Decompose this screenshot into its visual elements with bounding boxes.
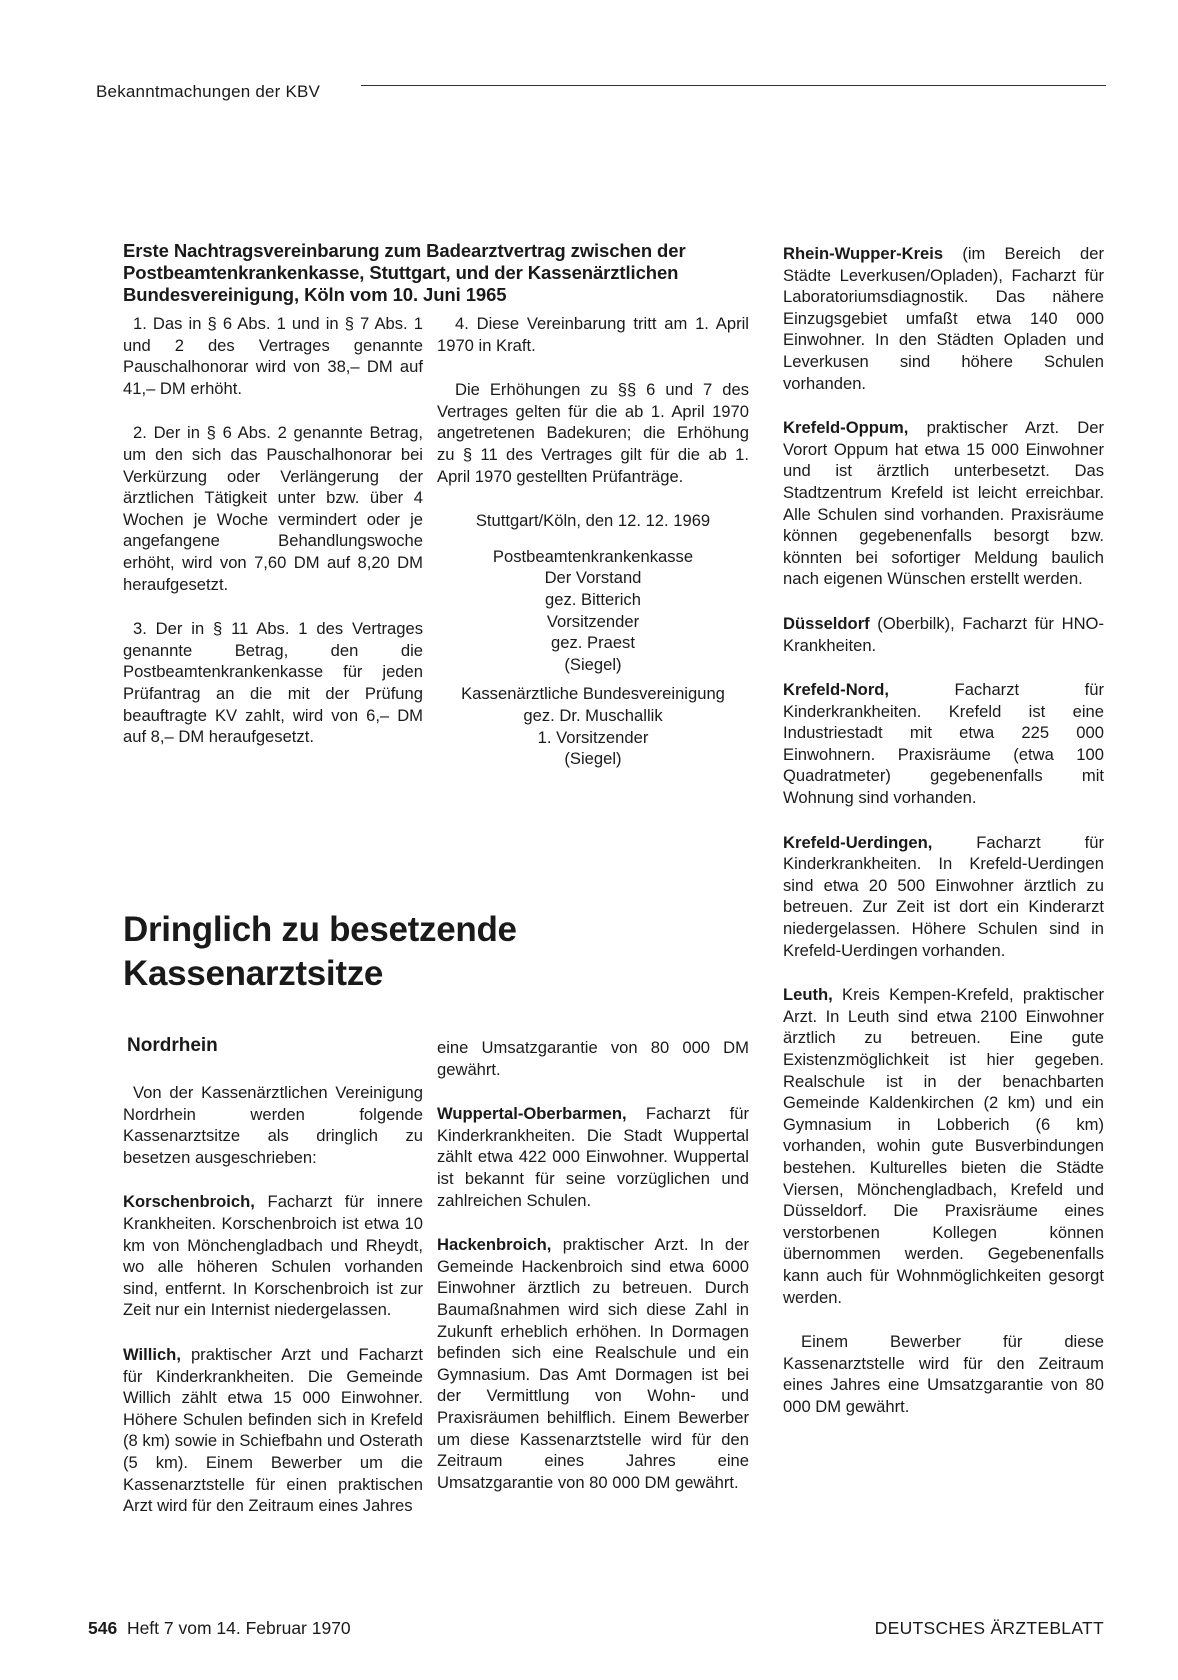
agreement-para-2: 2. Der in § 6 Abs. 2 genannte Betrag, um den sich das Pauschalhonorar bei Verkürzung oder Verlängerung der ärztlichen Tätigkeit unter bzw. über 4 Wochen je Woche vermindert oder je angefangene Behandlungswoche erhöht, wird von 7,60 DM auf 8,20 DM heraufgesetzt. (123, 423, 423, 594)
page-footer (88, 1618, 1104, 1644)
sig2-line: Kassenärztliche Bundesvereinigung (461, 684, 725, 704)
listing-krefeld-nord: Krefeld-Nord, Facharzt für Kinderkrankheiten. Krefeld ist eine Industriestadt mit etwa 225 000 Einwohnern. Praxisräume (etwa 100 Quadratmeter) gegebenenfalls mit Wohnung sind vorhanden. (783, 680, 1104, 808)
sig2-line: gez. Dr. Muschallik (523, 705, 663, 725)
sig2-line: (Siegel) (564, 749, 622, 769)
agreement-para-4: 4. Diese Vereinbarung tritt am 1. April 1970 in Kraft. (437, 314, 749, 355)
listing-column-1 (123, 1082, 423, 1540)
page-number: 546 (88, 1618, 118, 1638)
listing-leuth: Leuth, Kreis Kempen-Krefeld, praktischer Arzt. In Leuth sind etwa 2100 Einwohner ärztlich zu betreuen. Eine gute Existenzmöglichkeit ist hier gegeben. Realschule ist in der benachbarten Gemeinde Kaldenkirchen (2 km) und ein Gymnasium in Lobberich (6 km) vorhanden, wohin gute Busverbindungen bestehen. Kulturelles bieten die Städte Viersen, Mönchengladbach, Krefeld und Düsseldorf. Die Praxisräume eines verstorbenen Kollegen können übernommen werden. Gegebenenfalls kann auch für Wohnmöglichkeiten gesorgt werden. (783, 985, 1104, 1307)
agreement-column-1 (123, 313, 423, 771)
footer-left (88, 1618, 351, 1639)
listing-rhein-wupper-kreis: Rhein-Wupper-Kreis (im Bereich der Städte Leverkusen/Opladen), Facharzt für Laboratoriumsdiagnostik. Das nähere Einzugsgebiet umfaßt etwa 140 000 Einwohner. In den Städten Opladen und Leverkusen sind höhere Schulen vorhanden. (783, 244, 1104, 393)
listing-willich-continued: eine Umsatzgarantie von 80 000 DM gewährt. (437, 1038, 749, 1079)
listing-korschenbroich: Korschenbroich, Facharzt für innere Krankheiten. Korschenbroich ist etwa 10 km von Mönchengladbach und Rheydt, wo alle höheren Schulen vorhanden sind, entfernt. In Korschenbroich ist zur Zeit nur ein Internist niedergelassen. (123, 1192, 423, 1320)
agreement-para-1: 1. Das in § 6 Abs. 1 und in § 7 Abs. 1 und 2 des Vertrages genannte Pauschalhonorar wird von 38,– DM auf 41,– DM erhöht. (123, 314, 423, 398)
signature-block (437, 510, 749, 770)
sig1-line: Vorsitzender (546, 611, 640, 631)
sig1-line: gez. Bitterich (545, 589, 641, 609)
section-heading-line-2: Kassenarztsitze (123, 954, 384, 993)
agreement-para-3: 3. Der in § 11 Abs. 1 des Vertrages genannte Betrag, den die Postbeamtenkrankenkasse für jeden Prüfantrag an die mit der Prüfung beauftragte KV zahlt, wird von 6,– DM auf 8,– DM heraufgesetzt. (123, 619, 423, 747)
agreement-para-5: Die Erhöhungen zu §§ 6 und 7 des Vertrages gelten für die ab 1. April 1970 angetretenen Badekuren; die Erhöhung zu § 11 des Vertrages gilt für die ab 1. April 1970 gestellten Prüfanträge. (437, 380, 749, 486)
region-subheading: Nordrhein (127, 1035, 218, 1056)
journal-name: DEUTSCHES ÄRZTEBLATT (874, 1618, 1104, 1638)
listing-hackenbroich: Hackenbroich, praktischer Arzt. In der Gemeinde Hackenbroich sind etwa 6000 Einwohner ärztlich zu betreuen. Durch Baumaßnahmen wird sich diese Zahl in Zukunft erheblich erhöhen. In Dormagen befinden sich eine Realschule und ein Gymnasium. Das Amt Dormagen ist bei der Vermittlung von Wohn- und Praxisräumen behilflich. Einem Bewerber um diese Kassenarztstelle wird für den Zeitraum eines Jahres eine Umsatzgarantie von 80 000 DM gewährt. (437, 1235, 749, 1492)
header-rule (361, 85, 1106, 86)
sig1-line: Der Vorstand (544, 568, 642, 588)
listing-krefeld-oppum: Krefeld-Oppum, praktischer Arzt. Der Vorort Oppum hat etwa 15 000 Einwohner und ist ärztlich unterbesetzt. Das Stadtzentrum Krefeld ist leicht erreichbar. Alle Schulen sind vorhanden. Praxisräume können gegebenenfalls besorgt bzw. könnten bei sofortiger Meldung baulich nach eigenen Wünschen erstellt werden. (783, 418, 1104, 589)
running-header (96, 82, 1106, 112)
place-date: Stuttgart/Köln, den 12. 12. 1969 (475, 511, 711, 531)
listing-willich: Willich, praktischer Arzt und Facharzt für Kinderkrankheiten. Die Gemeinde Willich zählt etwa 15 000 Einwohner. Höhere Schulen befinden sich in Krefeld (8 km) sowie in Schiefbahn und Osterath (5 km). Einem Bewerber um die Kassenarztstelle für einen praktischen Arzt wird für den Zeitraum eines Jahres (123, 1344, 423, 1516)
sig2-line: 1. Vorsitzender (537, 727, 649, 747)
agreement-column-2 (437, 313, 749, 770)
sig1-line: Postbeamtenkrankenkasse (492, 546, 694, 566)
closing-paragraph: Einem Bewerber für diese Kassenarztstelle wird für den Zeitraum eines Jahres eine Umsatzgarantie von 80 000 DM gewährt. (783, 1332, 1104, 1416)
listing-duesseldorf: Düsseldorf (Oberbilk), Facharzt für HNO-Krankheiten. (783, 613, 1104, 655)
sig1-line: gez. Praest (551, 633, 635, 653)
section-heading-line-1: Dringlich zu besetzende (123, 910, 517, 949)
agreement-title: Erste Nachtragsvereinbarung zum Badearztvertrag zwischen der Postbeamtenkrankenkasse, Stuttgart, und der Kassenärztlichen Bundesvereinigung, Köln vom 10. Juni 1965 (123, 240, 686, 305)
issue-info: Heft 7 vom 14. Februar 1970 (126, 1618, 351, 1638)
listing-column-2 (437, 1037, 749, 1516)
listing-column-3 (783, 243, 1104, 1441)
listing-wuppertal: Wuppertal-Oberbarmen, Facharzt für Kinderkrankheiten. Die Stadt Wuppertal zählt etwa 422 000 Einwohner. Wuppertal ist bekannt für seine vorzüglichen und zahlreichen Schulen. (437, 1104, 749, 1210)
header-label: Bekanntmachungen der KBV (96, 82, 321, 101)
section-heading (123, 908, 517, 996)
sig1-line: (Siegel) (564, 654, 622, 674)
intro-paragraph: Von der Kassenärztlichen Vereinigung Nordrhein werden folgende Kassenarztsitze als dringlich zu besetzen ausgeschrieben: (123, 1083, 423, 1167)
listing-krefeld-uerdingen: Krefeld-Uerdingen, Facharzt für Kinderkrankheiten. In Krefeld-Uerdingen sind etwa 20 500 Einwohner ärztlich zu betreuen. Zur Zeit ist dort ein Kinderarzt niedergelassen. Höhere Schulen sind in Krefeld-Uerdingen vorhanden. (783, 832, 1104, 960)
